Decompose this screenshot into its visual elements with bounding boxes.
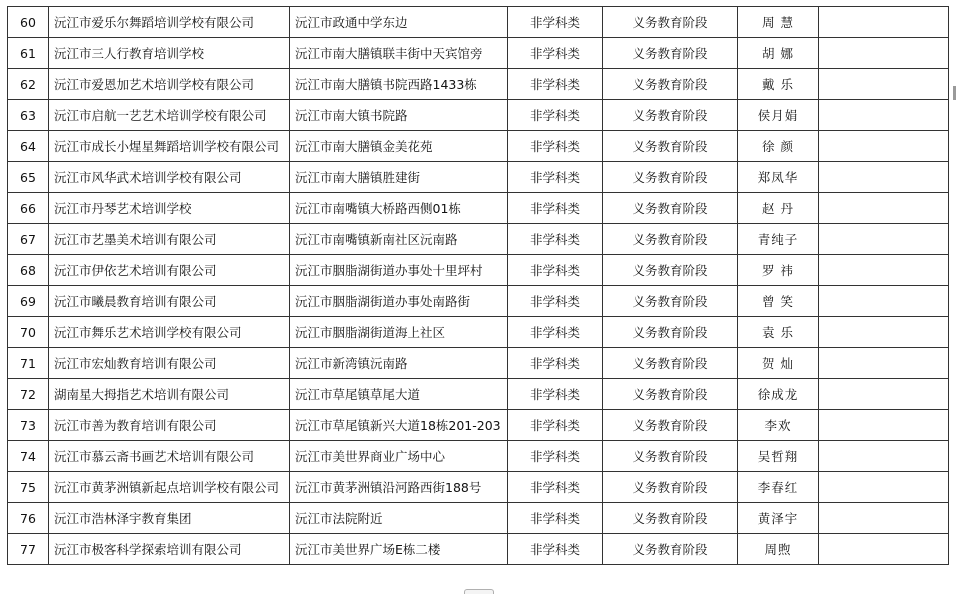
row-number: 72: [8, 379, 49, 410]
institution-name: 沅江市舞乐艺术培训学校有限公司: [49, 317, 290, 348]
institution-name: 沅江市伊依艺术培训有限公司: [49, 255, 290, 286]
blank-cell: [819, 410, 949, 441]
row-number: 73: [8, 410, 49, 441]
legal-representative: 曾 笑: [738, 286, 819, 317]
institution-name: 沅江市风华武术培训学校有限公司: [49, 162, 290, 193]
table-row: [8, 100, 949, 131]
blank-cell: [819, 131, 949, 162]
education-stage: 义务教育阶段: [603, 131, 738, 162]
institution-address: 沅江市美世界广场E栋二楼: [290, 534, 508, 565]
education-stage: 义务教育阶段: [603, 224, 738, 255]
institution-address: 沅江市胭脂湖街道海上社区: [290, 317, 508, 348]
institution-address: 沅江市黄茅洲镇沿河路西街188号: [290, 472, 508, 503]
institution-name: 沅江市浩林泽宇教育集团: [49, 503, 290, 534]
education-stage: 义务教育阶段: [603, 69, 738, 100]
table-row: [8, 162, 949, 193]
training-category: 非学科类: [508, 472, 603, 503]
table-row: [8, 410, 949, 441]
education-stage: 义务教育阶段: [603, 348, 738, 379]
training-category: 非学科类: [508, 503, 603, 534]
training-category: 非学科类: [508, 7, 603, 38]
blank-cell: [819, 193, 949, 224]
training-category: 非学科类: [508, 255, 603, 286]
institution-name: 沅江市善为教育培训有限公司: [49, 410, 290, 441]
table-row: [8, 7, 949, 38]
training-category: 非学科类: [508, 100, 603, 131]
legal-representative: 袁 乐: [738, 317, 819, 348]
education-stage: 义务教育阶段: [603, 193, 738, 224]
training-category: 非学科类: [508, 317, 603, 348]
legal-representative: 李欢: [738, 410, 819, 441]
blank-cell: [819, 348, 949, 379]
institution-address: 沅江市法院附近: [290, 503, 508, 534]
training-category: 非学科类: [508, 441, 603, 472]
institution-name: 沅江市丹琴艺术培训学校: [49, 193, 290, 224]
institution-name: 湖南星大拇指艺术培训有限公司: [49, 379, 290, 410]
table-row: [8, 441, 949, 472]
institution-name: 沅江市黄茅洲镇新起点培训学校有限公司: [49, 472, 290, 503]
institution-name: 沅江市曦晨教育培训有限公司: [49, 286, 290, 317]
legal-representative: 胡 娜: [738, 38, 819, 69]
table-row: [8, 534, 949, 565]
institution-address: 沅江市南大膳镇金美花苑: [290, 131, 508, 162]
blank-cell: [819, 441, 949, 472]
legal-representative: 戴 乐: [738, 69, 819, 100]
page-tab-handle[interactable]: [464, 589, 494, 594]
education-stage: 义务教育阶段: [603, 379, 738, 410]
legal-representative: 徐成龙: [738, 379, 819, 410]
training-category: 非学科类: [508, 193, 603, 224]
row-number: 76: [8, 503, 49, 534]
training-category: 非学科类: [508, 379, 603, 410]
blank-cell: [819, 472, 949, 503]
training-category: 非学科类: [508, 38, 603, 69]
blank-cell: [819, 255, 949, 286]
table-row: [8, 348, 949, 379]
legal-representative: 周煦: [738, 534, 819, 565]
document-sheet: [7, 6, 949, 565]
institution-address: 沅江市政通中学东边: [290, 7, 508, 38]
institution-address: 沅江市南大膳镇联丰街中天宾馆旁: [290, 38, 508, 69]
institution-name: 沅江市慕云斋书画艺术培训有限公司: [49, 441, 290, 472]
education-stage: 义务教育阶段: [603, 472, 738, 503]
institution-name: 沅江市三人行教育培训学校: [49, 38, 290, 69]
legal-representative: 李春红: [738, 472, 819, 503]
row-number: 61: [8, 38, 49, 69]
blank-cell: [819, 7, 949, 38]
institution-name: 沅江市宏灿教育培训有限公司: [49, 348, 290, 379]
legal-representative: 侯月娟: [738, 100, 819, 131]
education-stage: 义务教育阶段: [603, 317, 738, 348]
institution-address: 沅江市草尾镇新兴大道18栋201-203: [290, 410, 508, 441]
row-number: 64: [8, 131, 49, 162]
blank-cell: [819, 100, 949, 131]
table-row: [8, 472, 949, 503]
education-stage: 义务教育阶段: [603, 255, 738, 286]
institution-name: 沅江市极客科学探索培训有限公司: [49, 534, 290, 565]
training-category: 非学科类: [508, 286, 603, 317]
blank-cell: [819, 69, 949, 100]
training-category: 非学科类: [508, 348, 603, 379]
row-number: 67: [8, 224, 49, 255]
blank-cell: [819, 286, 949, 317]
blank-cell: [819, 379, 949, 410]
row-number: 66: [8, 193, 49, 224]
education-stage: 义务教育阶段: [603, 286, 738, 317]
institution-name: 沅江市艺墨美术培训有限公司: [49, 224, 290, 255]
institution-address: 沅江市南嘴镇大桥路西侧01栋: [290, 193, 508, 224]
table-row: [8, 131, 949, 162]
education-stage: 义务教育阶段: [603, 100, 738, 131]
institution-name: 沅江市爱恩加艺术培训学校有限公司: [49, 69, 290, 100]
education-stage: 义务教育阶段: [603, 7, 738, 38]
row-number: 70: [8, 317, 49, 348]
institution-address: 沅江市南大膳镇胜建街: [290, 162, 508, 193]
blank-cell: [819, 162, 949, 193]
blank-cell: [819, 317, 949, 348]
training-category: 非学科类: [508, 131, 603, 162]
training-category: 非学科类: [508, 534, 603, 565]
institution-name: 沅江市爱乐尔舞蹈培训学校有限公司: [49, 7, 290, 38]
legal-representative: 赵 丹: [738, 193, 819, 224]
legal-representative: 徐 颜: [738, 131, 819, 162]
institution-address: 沅江市胭脂湖街道办事处十里坪村: [290, 255, 508, 286]
table-row: [8, 193, 949, 224]
row-number: 75: [8, 472, 49, 503]
education-stage: 义务教育阶段: [603, 503, 738, 534]
row-number: 60: [8, 7, 49, 38]
row-number: 69: [8, 286, 49, 317]
institution-name: 沅江市启航一艺艺术培训学校有限公司: [49, 100, 290, 131]
blank-cell: [819, 534, 949, 565]
row-number: 65: [8, 162, 49, 193]
row-number: 63: [8, 100, 49, 131]
education-stage: 义务教育阶段: [603, 534, 738, 565]
education-stage: 义务教育阶段: [603, 441, 738, 472]
legal-representative: 罗 祎: [738, 255, 819, 286]
institution-address: 沅江市南大膳镇书院西路1433栋: [290, 69, 508, 100]
table-row: [8, 224, 949, 255]
blank-cell: [819, 38, 949, 69]
blank-cell: [819, 503, 949, 534]
legal-representative: 郑凤华: [738, 162, 819, 193]
table-body: [8, 7, 949, 565]
education-stage: 义务教育阶段: [603, 162, 738, 193]
table-row: [8, 69, 949, 100]
legal-representative: 周 慧: [738, 7, 819, 38]
table-row: [8, 379, 949, 410]
table-row: [8, 503, 949, 534]
row-number: 71: [8, 348, 49, 379]
table-row: [8, 255, 949, 286]
legal-representative: 吴哲翔: [738, 441, 819, 472]
table-row: [8, 317, 949, 348]
row-number: 68: [8, 255, 49, 286]
education-stage: 义务教育阶段: [603, 410, 738, 441]
row-number: 62: [8, 69, 49, 100]
row-number: 77: [8, 534, 49, 565]
table-row: [8, 38, 949, 69]
institution-name: 沅江市成长小煋星舞蹈培训学校有限公司: [49, 131, 290, 162]
institution-address: 沅江市草尾镇草尾大道: [290, 379, 508, 410]
institution-address: 沅江市新湾镇沅南路: [290, 348, 508, 379]
table-row: [8, 286, 949, 317]
institution-address: 沅江市南嘴镇新南社区沅南路: [290, 224, 508, 255]
legal-representative: 青纯子: [738, 224, 819, 255]
institution-address: 沅江市胭脂湖街道办事处南路街: [290, 286, 508, 317]
training-category: 非学科类: [508, 410, 603, 441]
education-stage: 义务教育阶段: [603, 38, 738, 69]
legal-representative: 贺 灿: [738, 348, 819, 379]
institution-address: 沅江市南大镇书院路: [290, 100, 508, 131]
row-number: 74: [8, 441, 49, 472]
blank-cell: [819, 224, 949, 255]
training-category: 非学科类: [508, 162, 603, 193]
institution-address: 沅江市美世界商业广场中心: [290, 441, 508, 472]
training-category: 非学科类: [508, 69, 603, 100]
legal-representative: 黄泽宇: [738, 503, 819, 534]
training-category: 非学科类: [508, 224, 603, 255]
institution-table: [7, 6, 949, 565]
